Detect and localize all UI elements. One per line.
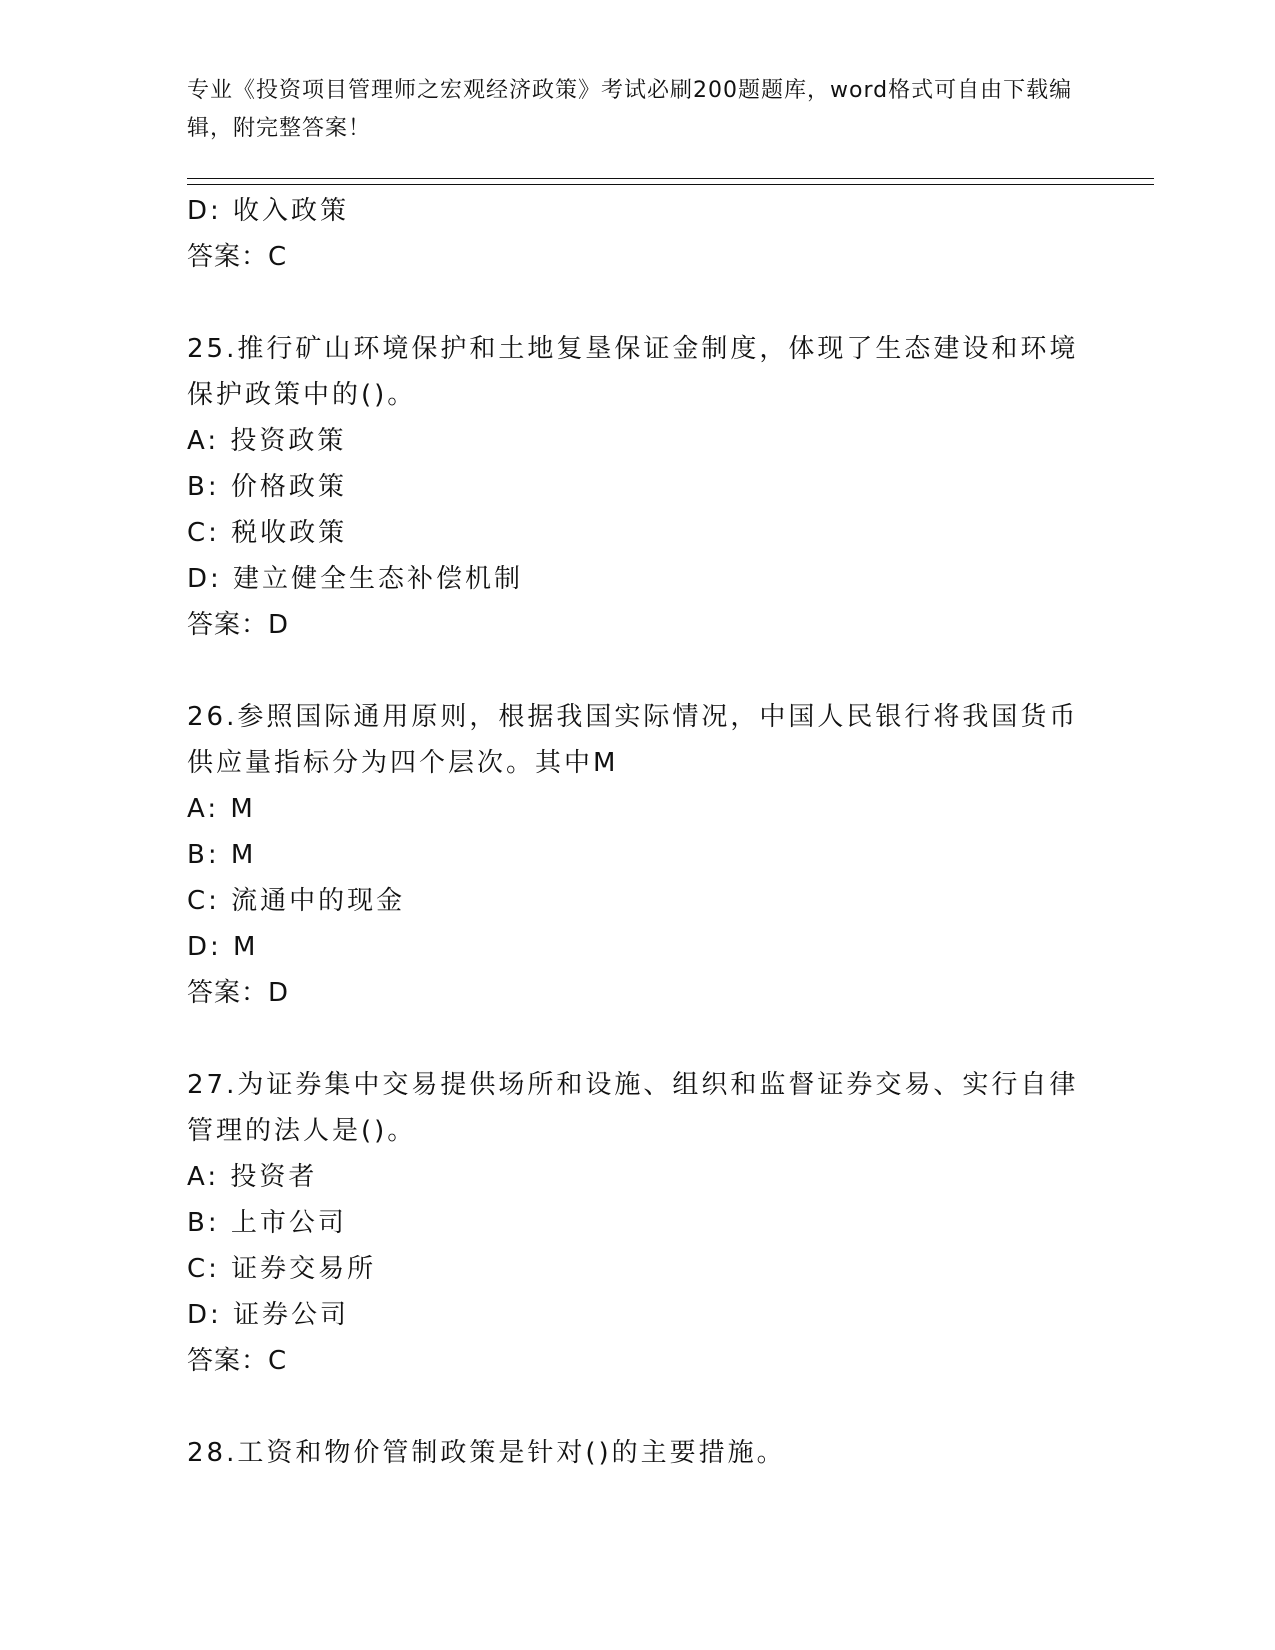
question-text-line: 管理的法人是()。 [187,1116,417,1146]
document-header: 专业《投资项目管理师之宏观经济政策》考试必刷200题题库，word格式可自由下载编辑，附完整答案！ [187,78,1073,141]
question-text-line: 供应量指标分为四个层次。其中M [187,748,619,778]
question-text-line: 27.为证券集中交易提供场所和设施、组织和监督证券交易、实行自律 [187,1070,1079,1100]
option-b: B: 上市公司 [187,1208,347,1238]
question-text-line: 25.推行矿山环境保护和土地复垦保证金制度，体现了生态建设和环境 [187,334,1079,364]
option-a: A: 投资政策 [187,426,347,456]
option-c: C: 税收政策 [187,518,348,548]
header-rule-bottom [187,184,1154,185]
question-list [187,188,1087,1476]
answer-line: 答案：C [187,1346,288,1376]
option-c: C: 证券交易所 [187,1254,377,1284]
option-c: C: 流通中的现金 [187,886,406,916]
question-text-line: 保护政策中的()。 [187,380,417,410]
option-b: B: 价格政策 [187,472,347,502]
question-28 [187,1430,1087,1476]
option-d: D: 收入政策 [187,196,350,226]
header-rule-top [187,178,1154,179]
answer-line: 答案：C [187,242,288,272]
option-a: A: M [187,794,256,824]
option-a: A: 投资者 [187,1162,318,1192]
previous-question-tail [187,188,1087,280]
question-27 [187,1062,1087,1384]
question-25 [187,326,1087,648]
option-d: D: M [187,932,259,962]
question-text-line: 28.工资和物价管制政策是针对()的主要措施。 [187,1438,786,1468]
question-text-line: 26.参照国际通用原则，根据我国实际情况，中国人民银行将我国货币 [187,702,1079,732]
option-b: B: M [187,840,257,870]
option-d: D: 证券公司 [187,1300,350,1330]
answer-line: 答案：D [187,978,290,1008]
answer-line: 答案：D [187,610,290,640]
option-d: D: 建立健全生态补偿机制 [187,564,524,594]
question-26 [187,694,1087,1016]
